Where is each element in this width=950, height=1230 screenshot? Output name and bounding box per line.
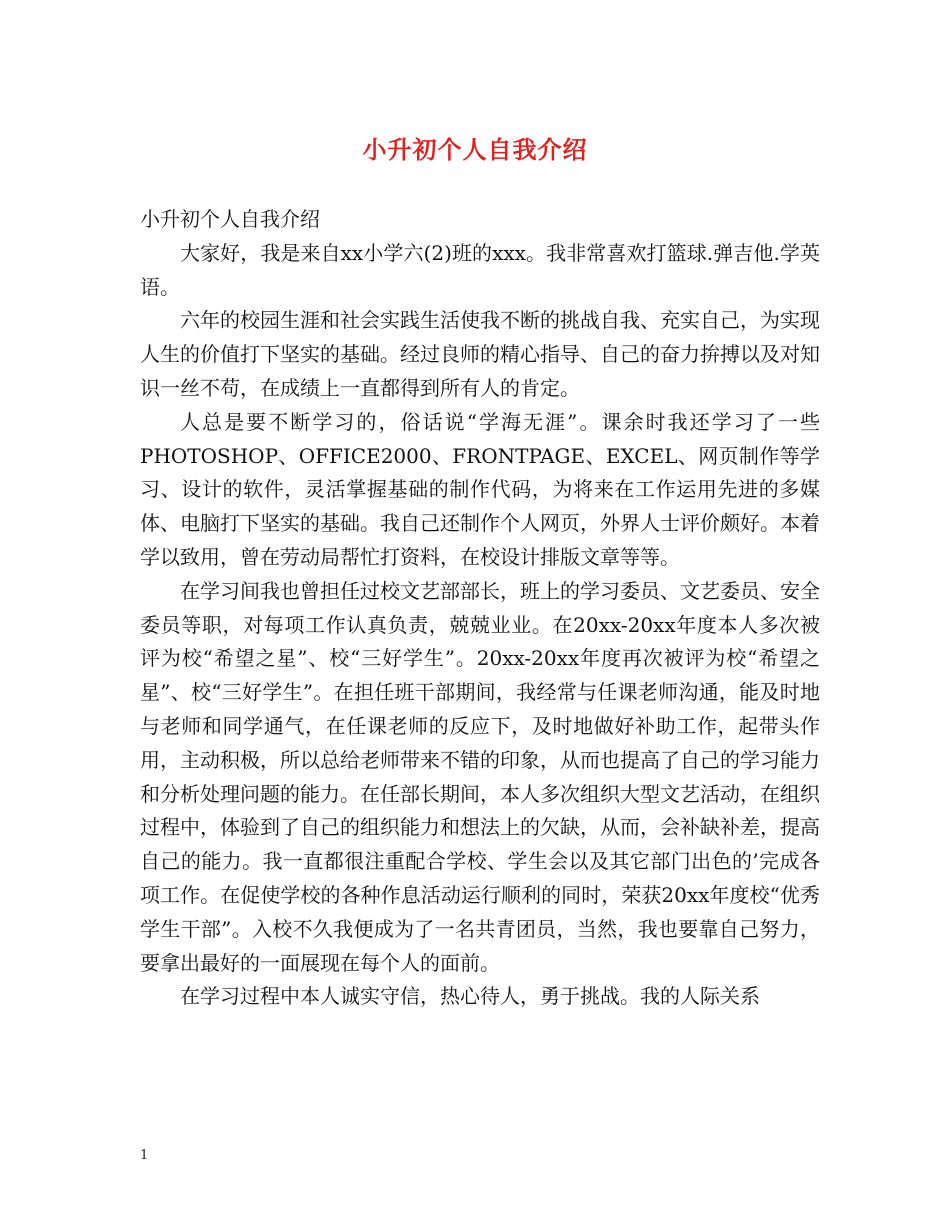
paragraph: 在学习间我也曾担任过校文艺部部长，班上的学习委员、文艺委员、安全委员等职，对每项工作认真负责，兢兢业业。在20xx-20xx年度本人多次被评为校“希望之星”、校“三好学生”。20xx-20xx年度再次被评为校“希望之星”、校“三好学生”。在担任班干部期间，我经常与任课老师沟通，能及时地与老师和同学通气，在任课老师的反应下，及时地做好补助工作，起带头作用，主动积极，所以总给老师带来不错的印象，从而也提高了自己的学习能力和分析处理问题的能力。在任部长期间，本人多次组织大型文艺活动，在组织过程中，体验到了自己的组织能力和想法上的欠缺，从而，会补缺补差，提高自己的能力。我一直都很注重配合学校、学生会以及其它部门出色的’完成各项工作。在促使学校的各种作息活动运行顺利的同时，荣获20xx年度校“优秀学生干部”。入校不久我便成为了一名共青团员，当然，我也要靠自己努力，要拿出最好的一面展现在每个人的面前。 (140, 578, 820, 975)
paragraph: 大家好，我是来自xx小学六(2)班的xxx。我非常喜欢打篮球.弹吉他.学英语。 (140, 240, 820, 299)
subheading: 小升初个人自我介绍 (140, 207, 320, 231)
paragraph: 在学习过程中本人诚实守信，热心待人，勇于挑战。我的人际关系 (180, 984, 760, 1009)
page-number: 1 (140, 1148, 149, 1163)
paragraph: 人总是要不断学习的，俗话说“学海无涯”。课余时我还学习了一些PHOTOSHOP、OFFICE2000、FRONTPAGE、EXCEL、网页制作等学习、设计的软件，灵活掌握基础的制作代码，为将来在工作运用先进的多媒体、电脑打下坚实的基础。我自己还制作个人网页，外界人士评价颇好。本着学以致用，曾在劳动局帮忙打资料，在校设计排版文章等等。 (140, 409, 820, 569)
paragraph: 六年的校园生涯和社会实践生活使我不断的挑战自我、充实自己，为实现人生的价值打下坚实的基础。经过良师的精心指导、自己的奋力拚搏以及对知识一丝不苟，在成绩上一直都得到所有人的肯定。 (140, 308, 820, 400)
document-body (140, 203, 820, 1014)
document-title: 小升初个人自我介绍 (362, 135, 588, 164)
